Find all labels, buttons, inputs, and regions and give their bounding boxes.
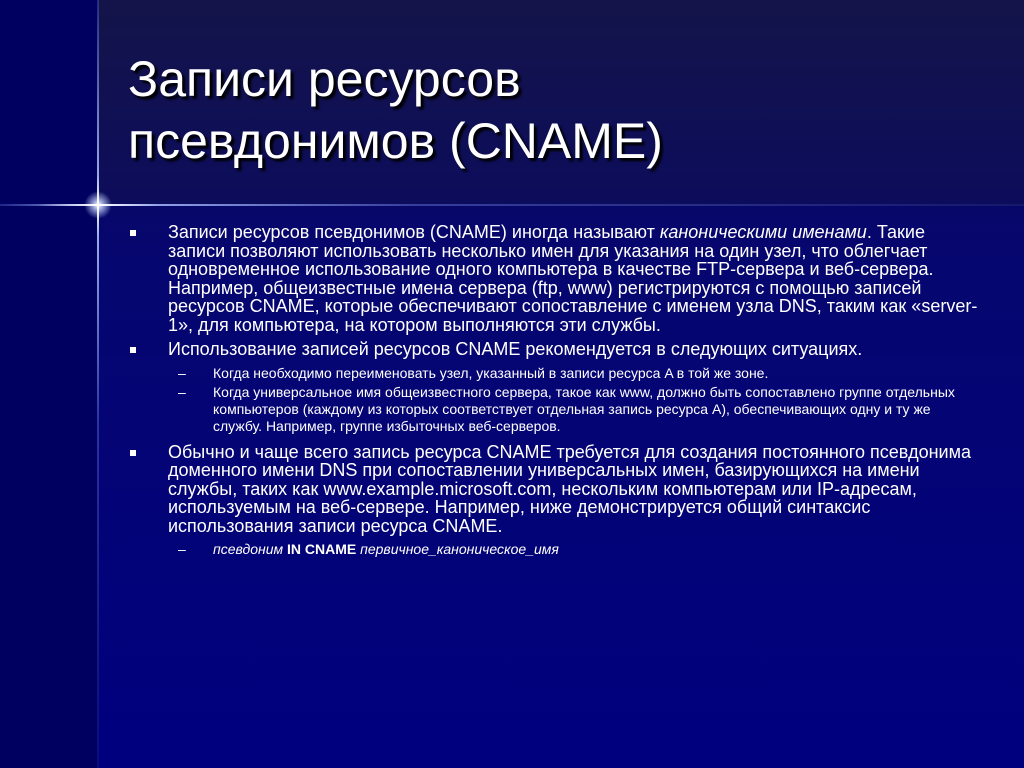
- slide-title-line-1: Записи ресурсов: [128, 51, 521, 107]
- square-bullet-icon: [130, 230, 136, 236]
- square-bullet-icon: [130, 450, 136, 456]
- slide-title-line-2: псевдонимов (CNAME): [128, 113, 663, 169]
- dash-bullet-icon: –: [178, 383, 186, 400]
- sub-bullet-syntax: [168, 541, 980, 558]
- bullet-text: Записи ресурсов псевдонимов (CNAME) иногда называют: [168, 222, 660, 242]
- bullet-text: . Такие записи позволяют использовать несколько имен для указания на один узел, что облегчает одновременное использование одного компьютера в качестве FTP-сервера и веб-сервера. Например, общеизвестные имена сервера (ftp, www) регистрируются с помощью записей ресурсов CNAME, которые обеспечивают сопоставление с именем узла DNS, таким как «server-1», для компьютера, на котором выполняются эти службы.: [168, 222, 978, 335]
- left-band: [0, 0, 98, 768]
- sub-bullet-text: Когда необходимо переименовать узел, указанный в записи ресурса A в той же зоне.: [213, 364, 769, 381]
- sub-bullet-rename-host: [168, 365, 980, 382]
- vertical-accent-line: [97, 0, 99, 768]
- bullet-text: Обычно и чаще всего запись ресурса CNAME требуется для создания постоянного псевдонима доменного имени DNS при сопоставлении универсальных имен, базирующихся на имени службы, таких как www.example.microsoft.com, нескольким компьютерам или IP-адресам, используемым на веб-сервере. Например, ниже демонстрируется общий синтаксис использования записи ресурса CNAME.: [168, 441, 971, 536]
- slide-body: [130, 223, 980, 560]
- slide-title: [128, 48, 988, 172]
- syntax-alias: псевдоним: [213, 541, 284, 557]
- dash-bullet-icon: –: [178, 364, 186, 381]
- sub-bullet-universal-name: [168, 384, 980, 435]
- bullet-cname-definition: [130, 223, 980, 334]
- bullet-group-usage: [130, 340, 980, 435]
- square-bullet-icon: [130, 347, 136, 353]
- sub-bullet-text: Когда универсальное имя общеизвестного сервера, такое как www, должно быть сопоставлено группе отдельных компьютеров (каждому из которых соответствует отдельная запись ресурса A), обеспечивающих одну и ту же службу. Например, группе избыточных веб-серверов.: [213, 383, 955, 434]
- bullet-cname-usage: [130, 340, 980, 359]
- bullet-cname-alias: [130, 443, 980, 536]
- dash-bullet-icon: –: [178, 541, 186, 557]
- syntax-target: первичное_каноническое_имя: [360, 541, 559, 557]
- syntax-keyword: IN CNAME: [283, 541, 361, 557]
- bullet-emphasis: каноническими именами: [659, 222, 867, 242]
- sparkle-ray-vertical: [97, 175, 99, 235]
- bullet-text: Использование записей ресурсов CNAME рекомендуется в следующих ситуациях.: [168, 339, 863, 359]
